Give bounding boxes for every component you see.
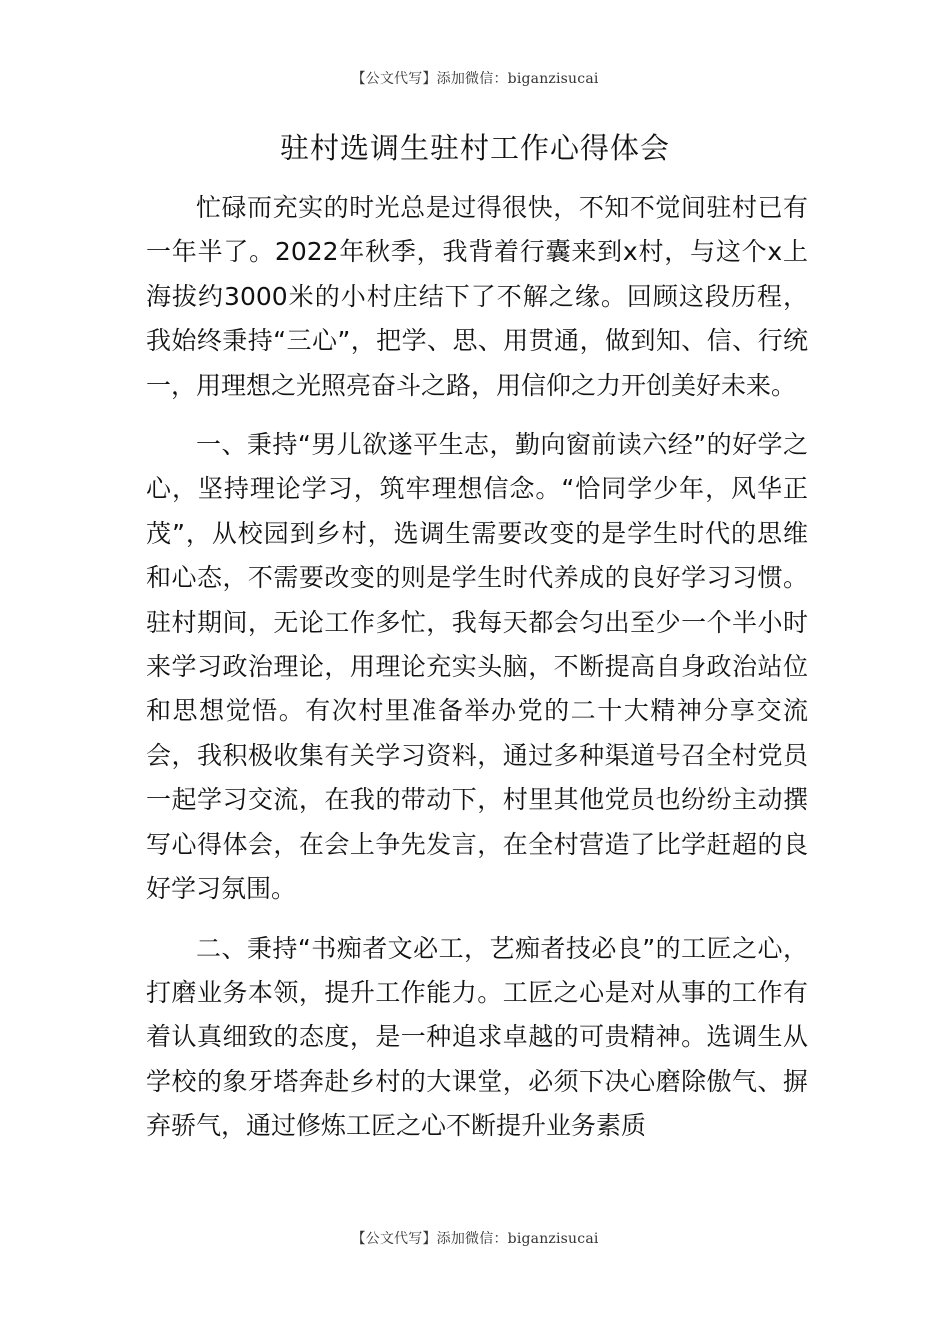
paragraph-section-two: 二、秉持“书痴者文必工，艺痴者技必良”的工匠之心，打磨业务本领，提升工作能力。工匠之心是对从事的工作有着认真细致的态度，是一种追求卓越的可贵精神。选调生从学校的象牙塔奔赴乡村的大课堂，必须下决心磨除傲气、摒弃骄气，通过修炼工匠之心不断提升业务素质: [146, 933, 808, 1141]
page-header: 【公文代写】添加微信：biganzisucai: [351, 71, 599, 87]
paragraph-section-one: 一、秉持“男儿欲遂平生志，勤向窗前读六经”的好学之心，坚持理论学习，筑牢理想信念。“恰同学少年，风华正茂”，从校园到乡村，选调生需要改变的是学生时代的思维和心态，不需要改变的则是学生时代养成的良好学习习惯。驻村期间，无论工作多忙，我每天都会匀出至少一个半小时来学习政治理论，用理论充实头脑，不断提高自身政治站位和思想觉悟。有次村里准备举办党的二十大精神分享交流会，我积极收集有关学习资料，通过多种渠道号召全村党员一起学习交流，在我的带动下，村里其他党员也纷纷主动撰写心得体会，在会上争先发言，在全村营造了比学赶超的良好学习氛围。: [146, 430, 808, 904]
paragraph-intro: 忙碌而充实的时光总是过得很快，不知不觉间驻村已有一年半了。2022年秋季，我背着行囊来到x村，与这个x上海拔约3000米的小村庄结下了不解之缘。回顾这段历程，我始终秉持“三心”，把学、思、用贯通，做到知、信、行统一，用理想之光照亮奋斗之路，用信仰之力开创美好未来。: [146, 193, 808, 400]
page-footer: 【公文代写】添加微信：biganzisucai: [351, 1231, 599, 1247]
document-title: 驻村选调生驻村工作心得体会: [279, 131, 670, 165]
document-body: [146, 186, 808, 1164]
